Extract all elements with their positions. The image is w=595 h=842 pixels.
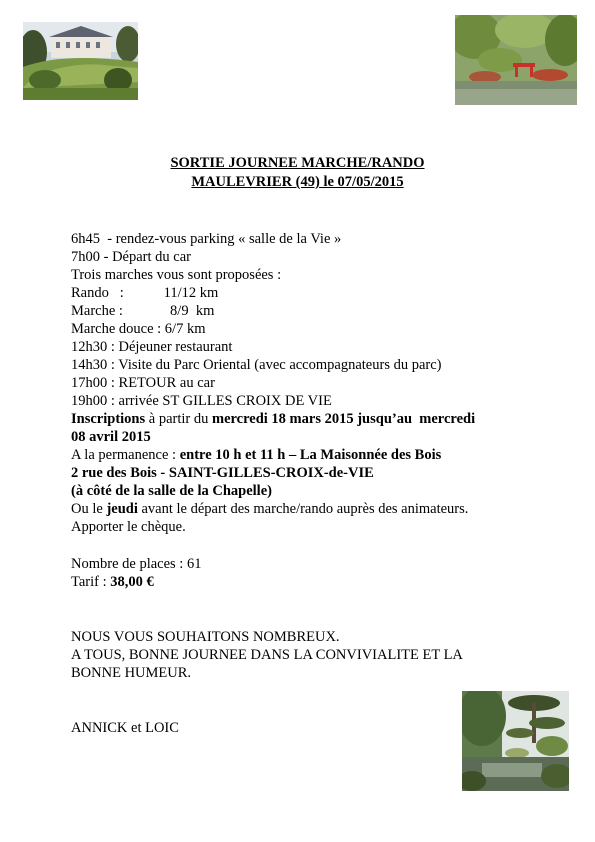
jeudi-line	[71, 500, 468, 518]
schedule-item: Trois marches vous sont proposées :	[71, 267, 282, 283]
closing-line3: BONNE HUMEUR.	[71, 665, 192, 681]
address: 2 rue des Bois - SAINT-GILLES-CROIX-de-VIE	[71, 465, 374, 481]
tarif-value: 38,00 €	[110, 574, 154, 590]
tarif-label: Tarif :	[71, 574, 111, 590]
cheque-line: Apporter le chèque.	[71, 519, 186, 535]
inscriptions-label: Inscriptions	[71, 411, 146, 427]
schedule-item: 17h00 : RETOUR au car	[71, 375, 215, 391]
schedule-item: 19h00 : arrivée ST GILLES CROIX DE VIE	[71, 393, 332, 409]
jeudi-text-end: avant le départ des marche/rando auprès des animateurs.	[137, 501, 469, 517]
schedule-item: Rando : 11/12 km	[71, 285, 219, 301]
page-title-line1: SORTIE JOURNEE MARCHE/RANDO	[170, 155, 425, 171]
places-count: Nombre de places : 61	[71, 556, 202, 572]
closing-line2: A TOUS, BONNE JOURNEE DANS LA CONVIVIALITE ET LA	[71, 647, 463, 663]
chateau-photo	[23, 22, 138, 100]
permanence-line	[71, 446, 441, 464]
garden-pond-photo	[462, 691, 569, 791]
schedule-item: Marche : 8/9 km	[71, 303, 215, 319]
jeudi-text-start: Ou le	[71, 501, 107, 517]
schedule-item: 14h30 : Visite du Parc Oriental (avec accompagnateurs du parc)	[71, 357, 442, 373]
inscriptions-end-date: 08 avril 2015	[71, 429, 151, 445]
japanese-garden-photo	[455, 15, 577, 105]
closing-line1: NOUS VOUS SOUHAITONS NOMBREUX.	[71, 629, 340, 645]
permanence-details: entre 10 h et 11 h – La Maisonnée des Bois	[179, 447, 442, 463]
tarif-line	[71, 573, 154, 591]
signature: ANNICK et LOIC	[71, 720, 179, 736]
schedule-item: 6h45 - rendez-vous parking « salle de la Vie »	[71, 231, 342, 247]
address-note: (à côté de la salle de la Chapelle)	[71, 483, 272, 499]
schedule-item: Marche douce : 6/7 km	[71, 321, 206, 337]
schedule-item: 12h30 : Déjeuner restaurant	[71, 339, 233, 355]
near-line	[71, 482, 272, 500]
permanence-label: A la permanence :	[71, 447, 180, 463]
inscriptions-line	[71, 410, 475, 428]
page-title-line2: MAULEVRIER (49) le 07/05/2015	[191, 174, 404, 190]
inscriptions-text: à partir du	[145, 411, 212, 427]
address-line	[71, 464, 374, 482]
schedule-item: 7h00 - Départ du car	[71, 249, 191, 265]
inscriptions-dates: mercredi 18 mars 2015 jusqu’au mercredi	[211, 411, 476, 427]
jeudi-bold: jeudi	[106, 501, 138, 517]
inscriptions-dates-line2	[71, 428, 151, 446]
